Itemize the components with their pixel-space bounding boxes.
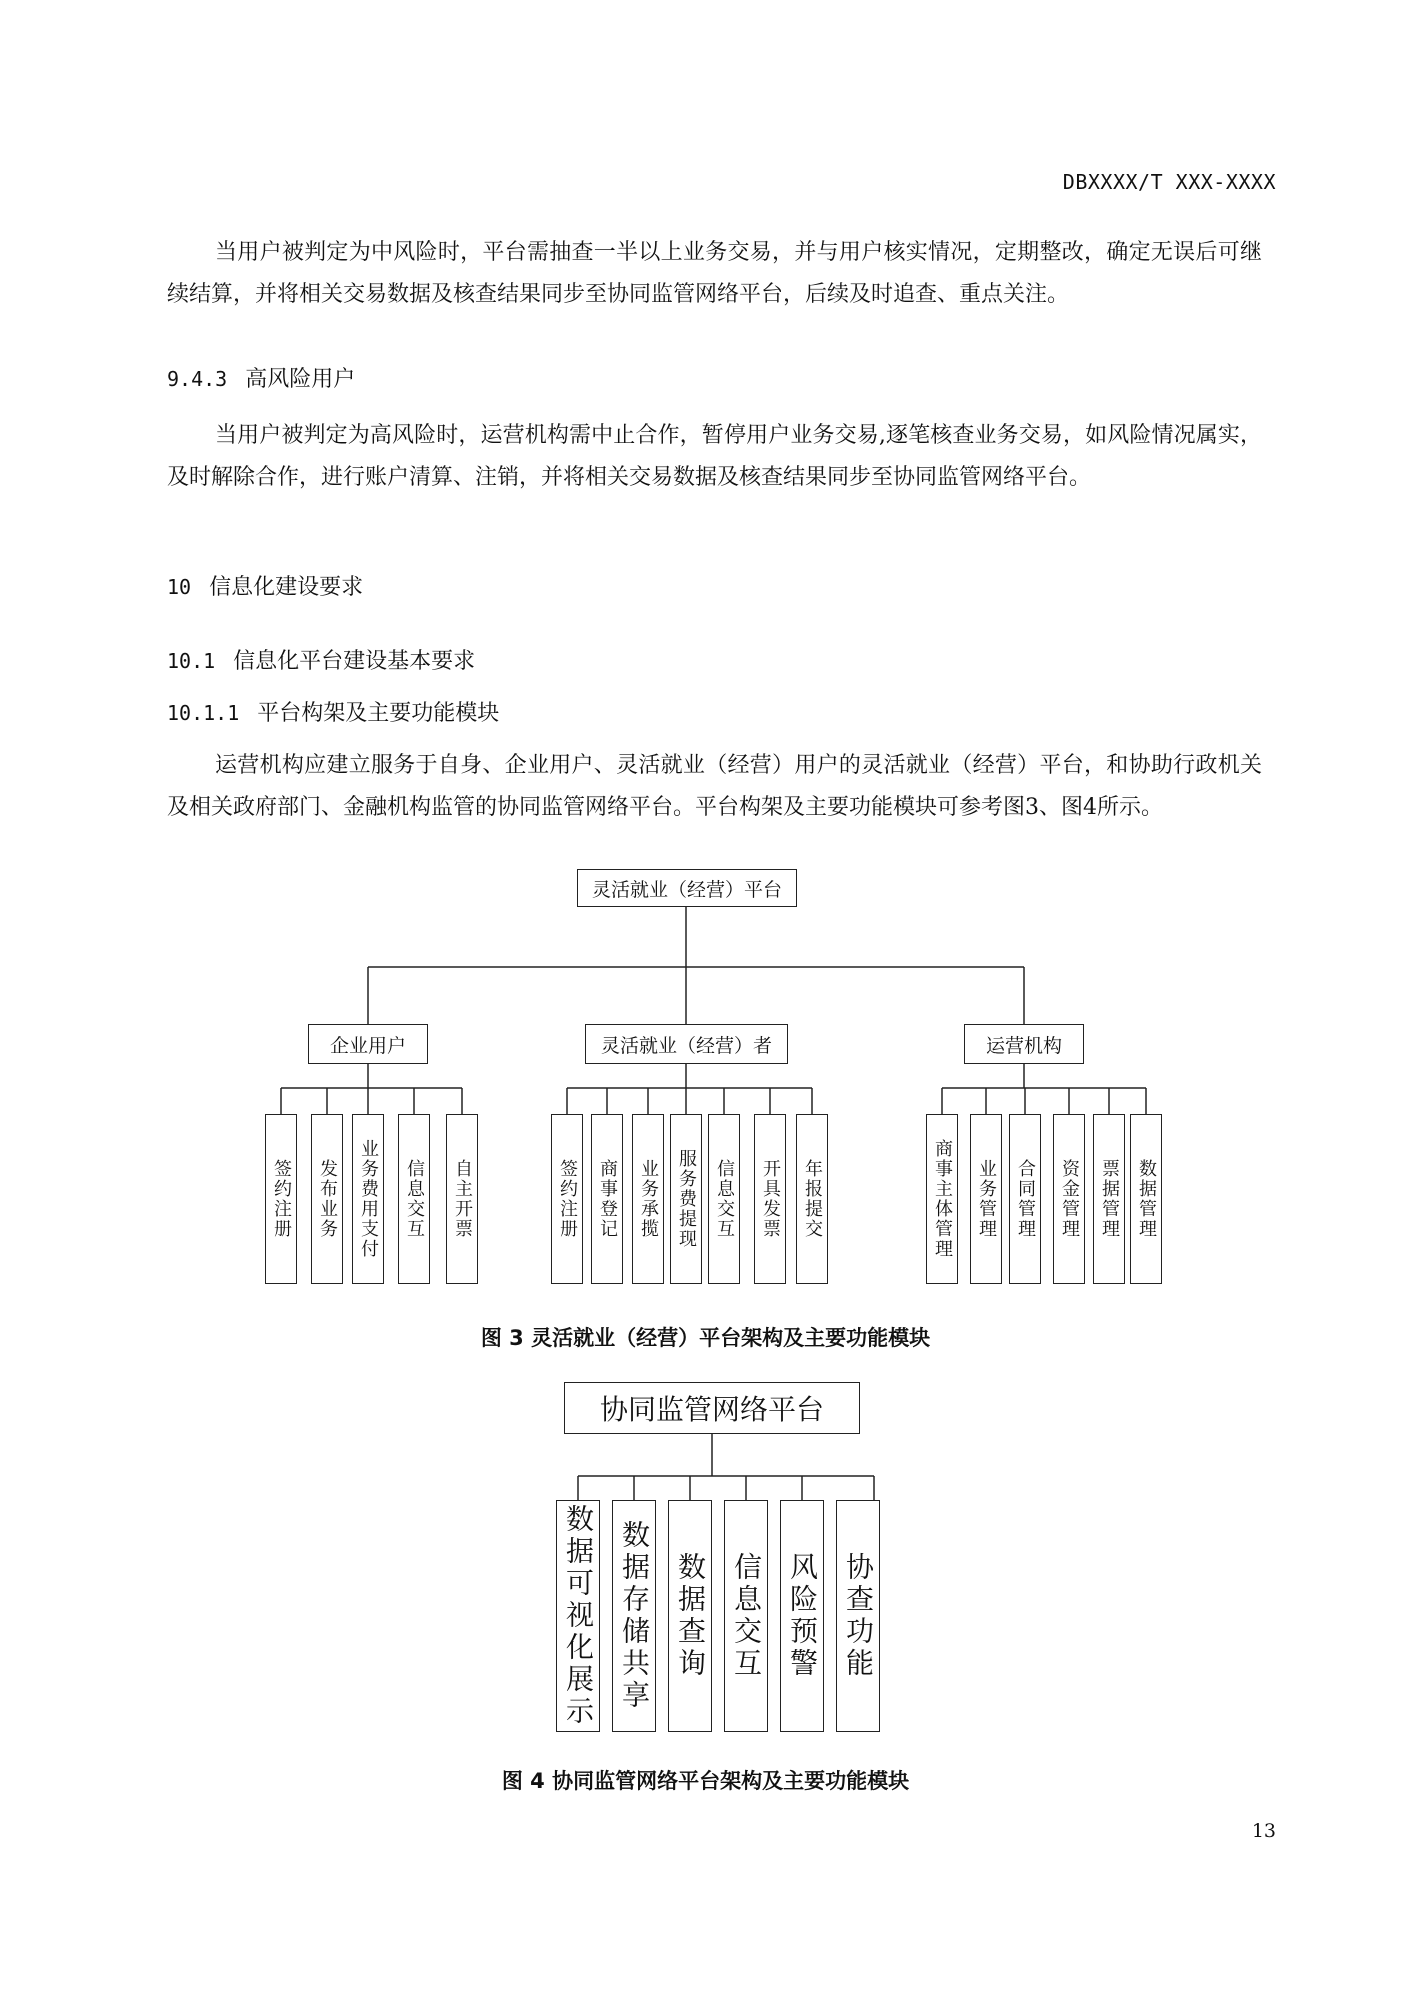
fig3-item: 年报提交 <box>796 1114 828 1284</box>
fig3-item: 商事主体管理 <box>926 1114 958 1284</box>
fig3-group-enterprise: 企业用户 <box>308 1024 428 1064</box>
fig4-item: 数据查询 <box>668 1500 712 1732</box>
fig4-item: 协查功能 <box>836 1500 880 1732</box>
heading-10 <box>167 570 363 601</box>
fig3-item: 业务承揽 <box>632 1114 664 1284</box>
fig3-item: 商事登记 <box>591 1114 623 1284</box>
fig3-group-operator: 运营机构 <box>964 1024 1084 1064</box>
fig3-item: 签约注册 <box>551 1114 583 1284</box>
heading-number: 9.4.3 <box>167 367 228 391</box>
heading-10-1 <box>167 644 475 675</box>
fig3-item: 业务费用支付 <box>352 1114 384 1284</box>
fig3-item: 业务管理 <box>970 1114 1002 1284</box>
figure-3-caption: 图 3 灵活就业（经营）平台架构及主要功能模块 <box>480 1326 931 1350</box>
paragraph-platform-intro: 运营机构应建立服务于自身、企业用户、灵活就业（经营）用户的灵活就业（经营）平台，和协助行政机关及相关政府部门、金融机构监管的协同监管网络平台。平台构架及主要功能模块可参考图3、图4所示。 <box>167 753 1262 820</box>
heading-number: 10 <box>167 575 192 599</box>
fig4-root-node: 协同监管网络平台 <box>564 1382 860 1434</box>
fig4-item: 风险预警 <box>780 1500 824 1732</box>
fig3-item: 信息交互 <box>398 1114 430 1284</box>
fig4-item: 数据存储共享 <box>612 1500 656 1732</box>
fig3-item: 票据管理 <box>1093 1114 1125 1284</box>
fig3-item: 签约注册 <box>265 1114 297 1284</box>
fig3-item: 资金管理 <box>1053 1114 1085 1284</box>
fig3-item: 合同管理 <box>1009 1114 1041 1284</box>
fig3-item: 发布业务 <box>311 1114 343 1284</box>
fig3-item: 信息交互 <box>708 1114 740 1284</box>
fig3-item: 服务费提现 <box>670 1114 702 1284</box>
fig3-item: 数据管理 <box>1130 1114 1162 1284</box>
heading-text: 高风险用户 <box>245 367 356 392</box>
fig3-root-node: 灵活就业（经营）平台 <box>577 869 797 907</box>
page-number: 13 <box>1251 1820 1276 1842</box>
heading-text: 信息化建设要求 <box>209 575 364 600</box>
heading-text: 平台构架及主要功能模块 <box>257 701 500 726</box>
heading-number: 10.1 <box>167 649 216 673</box>
fig4-item: 信息交互 <box>724 1500 768 1732</box>
figure-4-caption: 图 4 协同监管网络平台架构及主要功能模块 <box>501 1769 910 1793</box>
paragraph-medium-risk: 当用户被判定为中风险时，平台需抽查一半以上业务交易，并与用户核实情况，定期整改，确定无误后可继续结算，并将相关交易数据及核查结果同步至协同监管网络平台，后续及时追查、重点关注。 <box>167 240 1262 307</box>
fig3-item: 自主开票 <box>446 1114 478 1284</box>
heading-text: 信息化平台建设基本要求 <box>233 649 476 674</box>
paragraph-high-risk: 当用户被判定为高风险时，运营机构需中止合作，暂停用户业务交易,逐笔核查业务交易，如风险情况属实，及时解除合作，进行账户清算、注销，并将相关交易数据及核查结果同步至协同监管网络平台。 <box>167 423 1262 490</box>
fig3-group-flexible-worker: 灵活就业（经营）者 <box>585 1024 788 1064</box>
document-code: DBXXXX/T XXX-XXXX <box>1062 170 1276 194</box>
heading-9-4-3 <box>167 362 355 393</box>
heading-number: 10.1.1 <box>167 701 240 725</box>
fig4-item: 数据可视化展示 <box>556 1500 600 1732</box>
heading-10-1-1 <box>167 696 499 727</box>
fig3-item: 开具发票 <box>754 1114 786 1284</box>
